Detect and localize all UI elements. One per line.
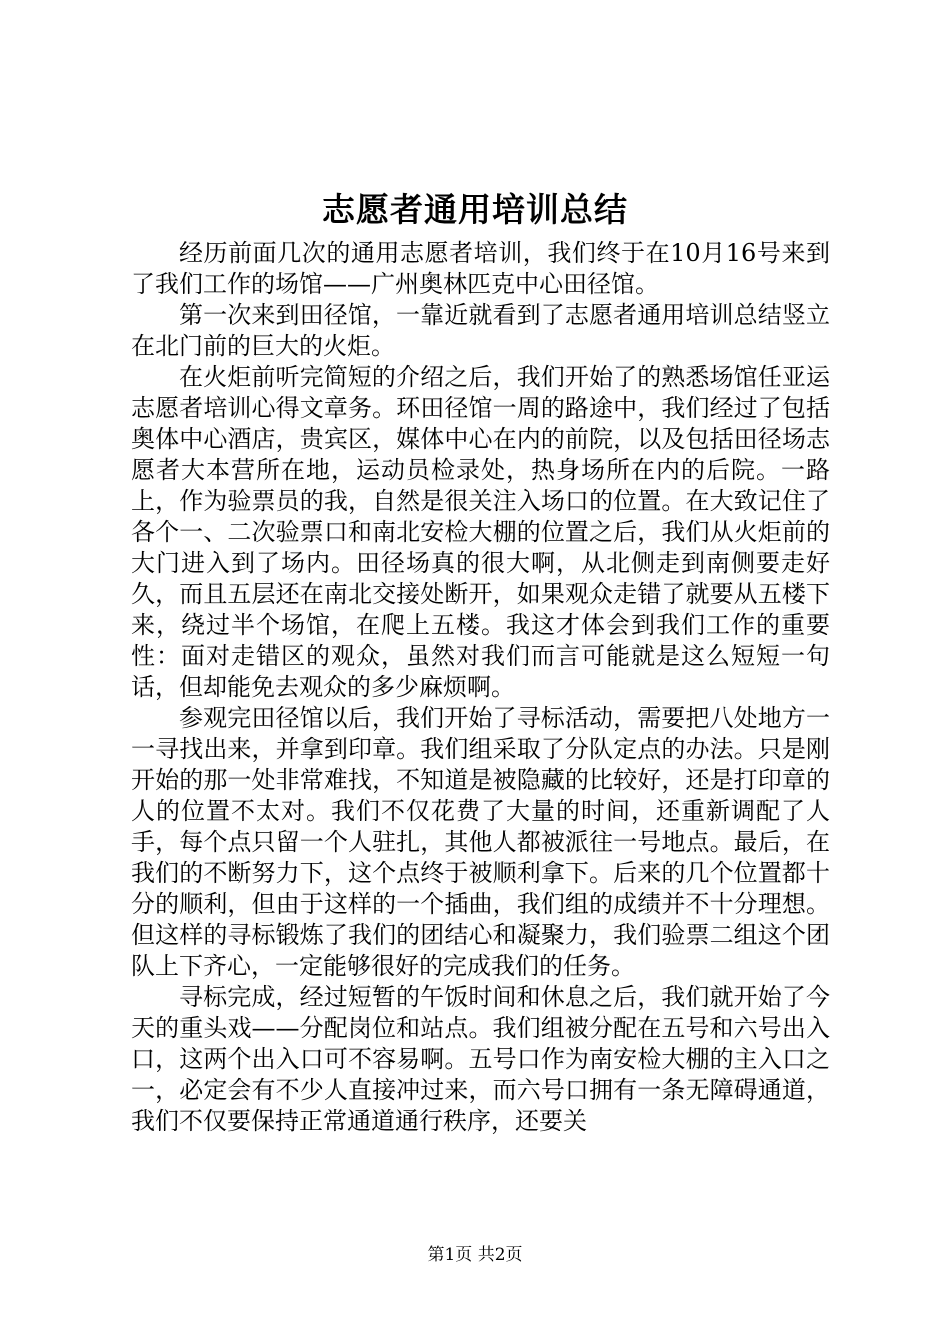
document-title: 志愿者通用培训总结 bbox=[322, 190, 628, 229]
paragraph: 寻标完成，经过短暂的午饭时间和休息之后，我们就开始了今天的重头戏——分配岗位和站点。我们组被分配在五号和六号出入口，这两个出入口可不容易啊。五号口作为南安检大棚的主入口之一，必定会有不少人直接冲过来，而六号口拥有一条无障碍通道，我们不仅要保持正常通道通行秩序，还要关 bbox=[131, 983, 830, 1135]
paragraph: 第一次来到田径馆，一靠近就看到了志愿者通用培训总结竖立在北门前的巨大的火炬。 bbox=[131, 301, 830, 360]
paragraph: 经历前面几次的通用志愿者培训，我们终于在10月16号来到了我们工作的场馆——广州奥林匹克中心田径馆。 bbox=[131, 239, 830, 298]
paragraph: 参观完田径馆以后，我们开始了寻标活动，需要把八处地方一一寻找出来，并拿到印章。我们组采取了分队定点的办法。只是刚开始的那一处非常难找，不知道是被隐藏的比较好，还是打印章的人的位置不太对。我们不仅花费了大量的时间，还重新调配了人手，每个点只留一个人驻扎，其他人都被派往一号地点。最后，在我们的不断努力下，这个点终于被顺利拿下。后来的几个位置都十分的顺利，但由于这样的一个插曲，我们组的成绩并不十分理想。但这样的寻标锻炼了我们的团结心和凝聚力，我们验票二组这个团队上下齐心，一定能够很好的完成我们的任务。 bbox=[131, 704, 830, 980]
page-footer: 第1页 共2页 bbox=[427, 1245, 523, 1265]
paragraph: 在火炬前听完简短的介绍之后，我们开始了的熟悉场馆任亚运志愿者培训心得文章务。环田径馆一周的路途中，我们经过了包括奥体中心酒店，贵宾区，媒体中心在内的前院，以及包括田径场志愿者大本营所在地，运动员检录处，热身场所在内的后院。一路上，作为验票员的我，自然是很关注入场口的位置。在大致记住了各个一、二次验票口和南北安检大棚的位置之后，我们从火炬前的大门进入到了场内。田径场真的很大啊，从北侧走到南侧要走好久，而且五层还在南北交接处断开，如果观众走错了就要从五楼下来，绕过半个场馆，在爬上五楼。我这才体会到我们工作的重要性：面对走错区的观众，虽然对我们而言可能就是这么短短一句话，但却能免去观众的多少麻烦啊。 bbox=[131, 363, 830, 701]
document-body bbox=[131, 238, 830, 1137]
